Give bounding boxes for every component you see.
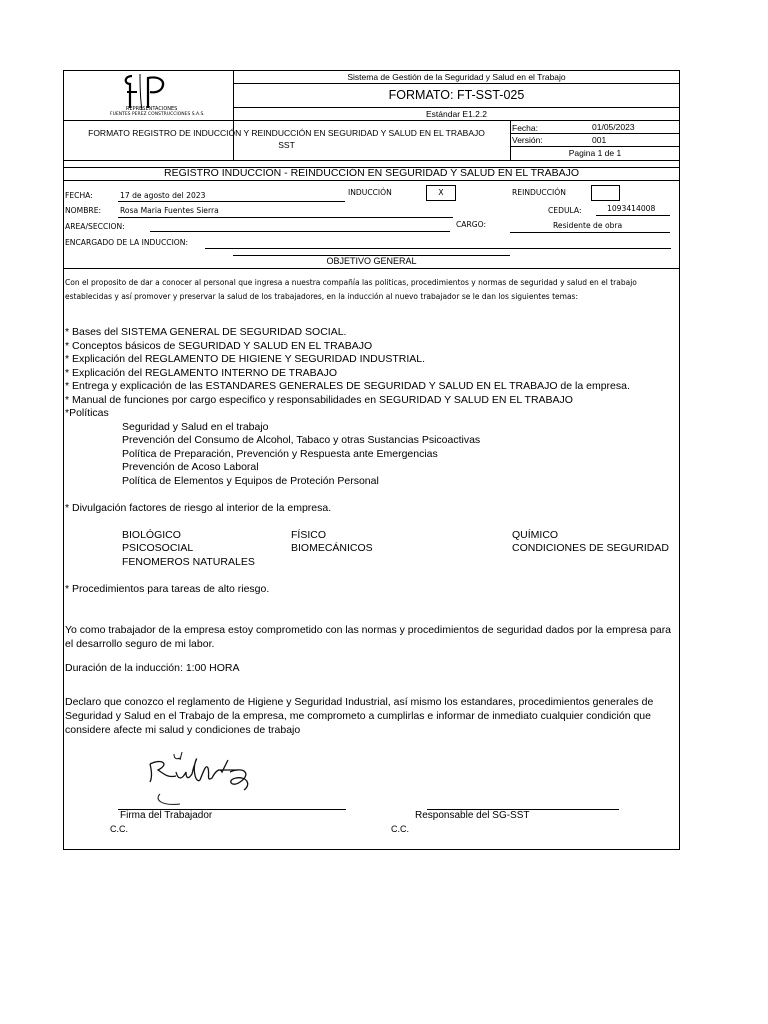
cc-responsible: C.C.	[391, 824, 409, 834]
header-rule	[63, 160, 680, 161]
bullet-item: *Políticas	[65, 407, 109, 419]
policy-item: Seguridad y Salud en el trabajo	[122, 421, 269, 433]
encargado-label: ENCARGADO DE LA INDUCCION:	[65, 238, 189, 247]
encargado-underline	[205, 248, 671, 249]
declaro-paragraph: Declaro que conozco el reglamento de Higiene y Seguridad Industrial, así mismo los estandares, procedimientos generales de Seguridad y Salud en el Trabajo de la empresa, me comprometo a cumplirlas e informar de inmediato cualquier condición que considere afecte mi salud y condiciones de trabajo	[65, 696, 654, 736]
bullet-item: * Conceptos básicos de SEGURIDAD Y SALUD EN EL TRABAJO	[65, 340, 373, 352]
section-title: REGISTRO INDUCCION - REINDUCCIÓN EN SEGURIDAD Y SALUD EN EL TRABAJO	[163, 167, 579, 179]
cedula-value[interactable]: 1093414008	[607, 204, 656, 213]
header-rule	[233, 83, 680, 84]
bullet-item: * Explicación del REGLAMENTO DE HIGIENE Y SEGURIDAD INDUSTRIAL.	[65, 353, 426, 365]
form-title: FORMATO REGISTRO DE INDUCCIÓN Y REINDUCCIÓN EN SEGURIDAD Y SALUD EN EL TRABAJO	[88, 128, 485, 138]
bullet-item: * Entrega y explicación de las ESTANDARES GENERALES DE SEGURIDAD Y SALUD EN EL TRABAJO de la empresa.	[65, 380, 630, 392]
objetivo-title: OBJETIVO GENERAL	[326, 256, 417, 266]
standard-code: Estándar E1.2.2	[426, 109, 487, 119]
cc-worker: C.C.	[110, 824, 128, 834]
reinduccion-checkbox[interactable]	[591, 185, 620, 201]
header-rule	[233, 107, 680, 108]
risk-item: PSICOSOCIAL	[122, 542, 194, 554]
handwritten-signature-icon	[140, 750, 260, 808]
nombre-label: NOMBRE:	[65, 206, 102, 215]
compromiso-paragraph: Yo como trabajador de la empresa estoy comprometido con las normas y procedimientos de seguridad dados por la empresa para el desarrollo seguro de mi labor.	[65, 624, 672, 650]
system-name: Sistema de Gestión de la Seguridad y Salud en el Trabajo	[347, 72, 566, 82]
cargo-label: CARGO:	[456, 220, 487, 229]
duracion-text: Duración de la inducción: 1:00 HORA	[65, 662, 240, 674]
logo-text: REPRESENTACIONES	[126, 106, 178, 112]
header-rule	[510, 146, 680, 147]
induccion-checkbox[interactable]: X	[426, 185, 456, 201]
nombre-value[interactable]: Rosa Maria Fuentes Sierra	[120, 206, 219, 215]
version-label: Versión:	[512, 135, 543, 145]
policy-item: Política de Preparación, Prevención y Respuesta ante Emergencias	[122, 448, 438, 460]
form-title-sst: SST	[278, 140, 295, 150]
section-rule	[63, 180, 680, 181]
bullet-item: * Bases del SISTEMA GENERAL DE SEGURIDAD SOCIAL.	[65, 326, 347, 338]
fecha-field-value[interactable]: 17 de agosto del 2023	[120, 191, 206, 200]
fecha-value: 01/05/2023	[592, 122, 635, 132]
bullet-item: * Explicación del REGLAMENTO INTERNO DE TRABAJO	[65, 367, 338, 379]
fecha-field-label: FECHA:	[65, 191, 93, 200]
intro-line-1: Con el proposito de dar a conocer al personal que ingresa a nuestra compañía las politicas, procedimientos y normas de seguridad y salud en el trabajo	[65, 278, 637, 287]
policy-item: Política de Elementos y Equipos de Proteción Personal	[122, 475, 379, 487]
page-number: Pagina 1 de 1	[568, 148, 622, 158]
signature-label-worker: Firma del Trabajador	[120, 810, 213, 821]
risk-item: FÍSICO	[291, 529, 327, 541]
cedula-label: CEDULA:	[548, 206, 582, 215]
fecha-underline	[118, 201, 345, 202]
cedula-underline	[596, 215, 670, 216]
cargo-value[interactable]: Residente de obra	[553, 221, 623, 230]
risk-item: BIOMECÁNICOS	[291, 542, 373, 554]
risk-item: BIOLÓGICO	[122, 529, 181, 541]
policy-item: Prevención de Acoso Laboral	[122, 461, 259, 473]
format-code: FORMATO: FT-SST-025	[388, 88, 525, 102]
area-underline	[150, 231, 450, 232]
version-value: 001	[592, 135, 607, 145]
risk-item: FENOMEROS NATURALES	[122, 556, 255, 568]
header-rule	[510, 133, 680, 134]
procedimientos-text: * Procedimientos para tareas de alto riesgo.	[65, 583, 270, 595]
intro-line-2: establecidas y así promover y preservar la salud de los trabajadores, en la inducción al nuevo trabajador se le dan los siguientes temas:	[65, 292, 578, 301]
cargo-underline	[510, 232, 670, 233]
worker-signature	[140, 750, 260, 808]
header-rule	[63, 120, 680, 121]
logo-text: FUENTES PEREZ CONSTRUCCIONES S.A.S.	[110, 112, 205, 117]
signature-label-responsible: Responsable del SG-SST	[415, 810, 530, 821]
reinduccion-label: REINDUCCIÓN	[512, 188, 566, 197]
bullet-item: * Manual de funciones por cargo especifico y responsabilidades en SEGURIDAD Y SALUD EN EL TRABAJO	[65, 394, 573, 406]
risk-item: QUÍMICO	[512, 529, 559, 541]
policy-item: Prevención del Consumo de Alcohol, Tabaco y otras Sustancias Psicoactivas	[122, 434, 481, 446]
area-label: AREA/SECCION:	[65, 222, 125, 231]
divulgacion-text: * Divulgación factores de riesgo al interior de la empresa.	[65, 502, 332, 514]
objetivo-rule	[63, 268, 680, 269]
nombre-underline	[118, 217, 453, 218]
risk-item: CONDICIONES DE SEGURIDAD	[512, 542, 669, 554]
induccion-label: INDUCCIÓN	[348, 188, 392, 197]
fecha-label: Fecha:	[512, 123, 538, 133]
